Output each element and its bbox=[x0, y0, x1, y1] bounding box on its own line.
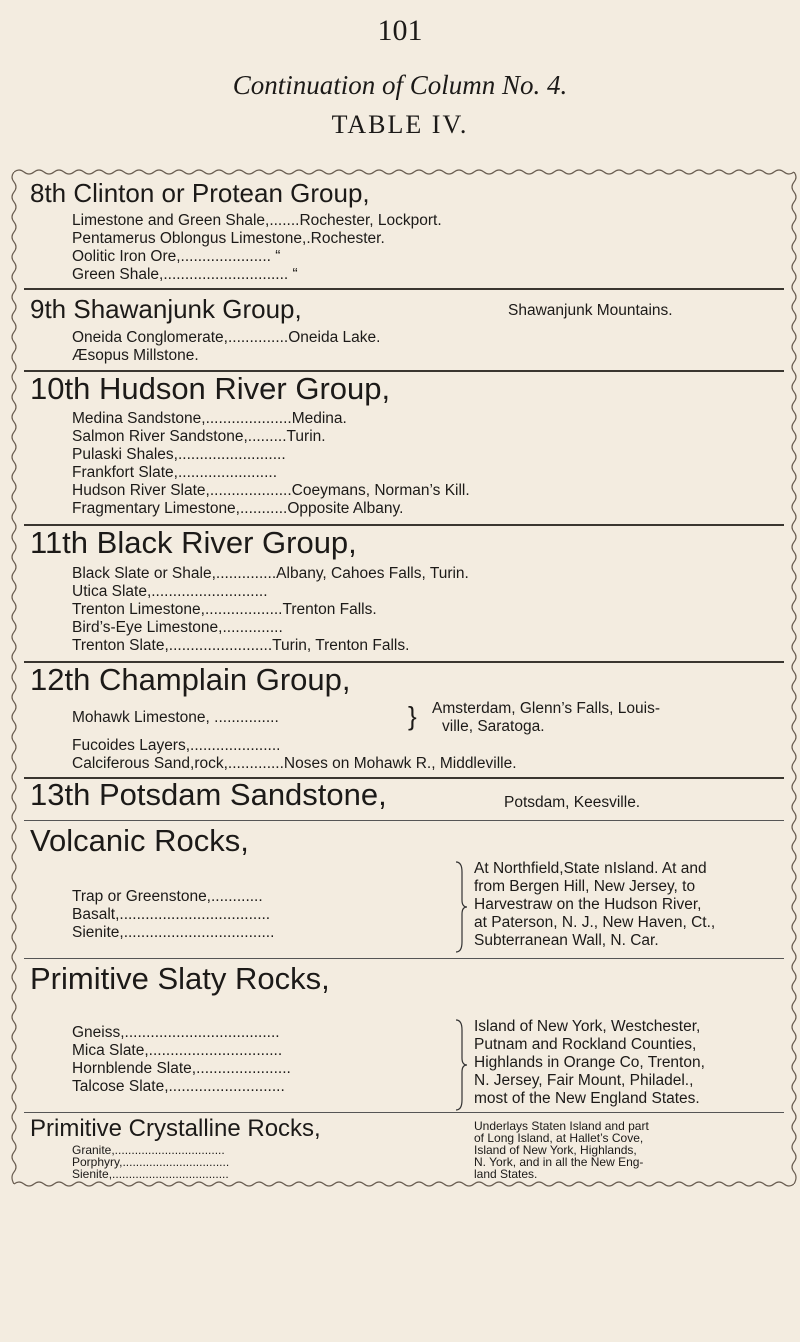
slaty-row: Gneiss,.................................... bbox=[72, 1024, 280, 1041]
volcanic-row: Sienite,................................... bbox=[72, 924, 275, 941]
page-number: 101 bbox=[377, 14, 423, 47]
crystalline-row: Granite,................................. bbox=[72, 1143, 225, 1157]
volcanic-row: Trap or Greenstone,............ bbox=[72, 888, 263, 905]
slaty-note: Putnam and Rockland Counties, bbox=[474, 1036, 697, 1053]
slaty-title: Primitive Slaty Rocks, bbox=[30, 961, 330, 996]
group-10-row: Fragmentary Limestone,...........Opposite Albany. bbox=[72, 500, 404, 517]
group-11-row: Trenton Slate,........................Turin, Trenton Falls. bbox=[72, 637, 410, 654]
group-11-row: Bird’s-Eye Limestone,.............. bbox=[72, 619, 283, 636]
wavy-border-top bbox=[14, 168, 794, 176]
brace bbox=[454, 860, 468, 954]
group-11-title: 11th Black River Group, bbox=[30, 525, 357, 560]
wavy-border-bottom bbox=[14, 1180, 794, 1188]
divider bbox=[24, 958, 784, 959]
volcanic-note: from Bergen Hill, New Jersey, to bbox=[474, 878, 696, 895]
group-8-title: 8th Clinton or Protean Group, bbox=[30, 178, 370, 208]
group-8-row: Limestone and Green Shale,.......Rochester, Lockport. bbox=[72, 212, 442, 229]
group-13-title: 13th Potsdam Sandstone, bbox=[30, 777, 387, 812]
slaty-note: N. Jersey, Fair Mount, Philadel., bbox=[474, 1072, 694, 1089]
crystalline-note: Underlays Staten Island and part bbox=[474, 1119, 649, 1133]
group-8-row: Green Shale,............................. “ bbox=[72, 266, 298, 283]
table-title: TABLE IV. bbox=[331, 110, 469, 139]
group-8-row: Oolitic Iron Ore,..................... “ bbox=[72, 248, 281, 265]
group-11-row: Trenton Limestone,..................Trenton Falls. bbox=[72, 601, 377, 618]
divider bbox=[24, 288, 784, 290]
group-12-title: 12th Champlain Group, bbox=[30, 662, 351, 697]
divider bbox=[24, 820, 784, 821]
continuation-heading: Continuation of Column No. 4. bbox=[232, 70, 568, 100]
crystalline-title: Primitive Crystalline Rocks, bbox=[30, 1115, 321, 1142]
group-9-row: Oneida Conglomerate,..............Oneida Lake. bbox=[72, 329, 381, 346]
group-8-row: Pentamerus Oblongus Limestone,.Rochester. bbox=[72, 230, 385, 247]
group-13-location: Potsdam, Keesville. bbox=[504, 794, 641, 811]
slaty-row: Mica Slate,............................... bbox=[72, 1042, 283, 1059]
volcanic-note: at Paterson, N. J., New Haven, Ct., bbox=[474, 914, 716, 931]
wavy-border-left bbox=[10, 172, 18, 1184]
volcanic-note: Subterranean Wall, N. Car. bbox=[474, 932, 659, 949]
slaty-note: Highlands in Orange Co, Trenton, bbox=[474, 1054, 705, 1071]
group-10-row: Pulaski Shales,......................... bbox=[72, 446, 286, 463]
volcanic-row: Basalt,................................... bbox=[72, 906, 271, 923]
wavy-border-right bbox=[790, 172, 798, 1184]
group-12-note: Amsterdam, Glenn’s Falls, Louis- bbox=[432, 700, 660, 717]
group-12-row: Calciferous Sand,rock,.............Noses on Mohawk R., Middleville. bbox=[72, 755, 517, 772]
table-panel bbox=[14, 172, 794, 1184]
group-10-row: Hudson River Slate,...................Coeymans, Norman’s Kill. bbox=[72, 482, 470, 499]
divider bbox=[24, 1112, 784, 1113]
group-12-row: Mohawk Limestone, ............... bbox=[72, 709, 279, 726]
group-10-row: Medina Sandstone,....................Medina. bbox=[72, 410, 347, 427]
slaty-row: Talcose Slate,........................... bbox=[72, 1078, 285, 1095]
group-9-title: 9th Shawanjunk Group, bbox=[30, 294, 302, 324]
group-10-row: Frankfort Slate,....................... bbox=[72, 464, 278, 481]
slaty-note: Island of New York, Westchester, bbox=[474, 1018, 701, 1035]
volcanic-note: At Northfield,State nIsland. At and bbox=[474, 860, 707, 877]
volcanic-note: Harvestraw on the Hudson River, bbox=[474, 896, 702, 913]
group-10-row: Salmon River Sandstone,.........Turin. bbox=[72, 428, 326, 445]
group-9-row: Æsopus Millstone. bbox=[72, 347, 199, 364]
crystalline-row: Porphyry,................................ bbox=[72, 1155, 230, 1169]
group-11-row: Utica Slate,........................... bbox=[72, 583, 268, 600]
volcanic-title: Volcanic Rocks, bbox=[30, 823, 249, 858]
slaty-note: most of the New England States. bbox=[474, 1090, 700, 1107]
crystalline-note: N. York, and in all the New Eng- bbox=[474, 1155, 644, 1169]
crystalline-note: land States. bbox=[474, 1167, 538, 1181]
brace: } bbox=[408, 701, 417, 731]
group-11-row: Black Slate or Shale,..............Albany, Cahoes Falls, Turin. bbox=[72, 565, 469, 582]
brace bbox=[454, 1018, 468, 1112]
crystalline-note: of Long Island, at Hallet’s Cove, bbox=[474, 1131, 644, 1145]
group-10-title: 10th Hudson River Group, bbox=[30, 371, 391, 406]
slaty-row: Hornblende Slate,...................... bbox=[72, 1060, 291, 1077]
crystalline-note: Island of New York, Highlands, bbox=[474, 1143, 637, 1157]
group-12-note: ville, Saratoga. bbox=[442, 718, 545, 735]
group-9-location: Shawanjunk Mountains. bbox=[508, 302, 673, 319]
group-12-row: Fucoides Layers,..................... bbox=[72, 737, 281, 754]
crystalline-row: Sienite,................................... bbox=[72, 1167, 229, 1181]
